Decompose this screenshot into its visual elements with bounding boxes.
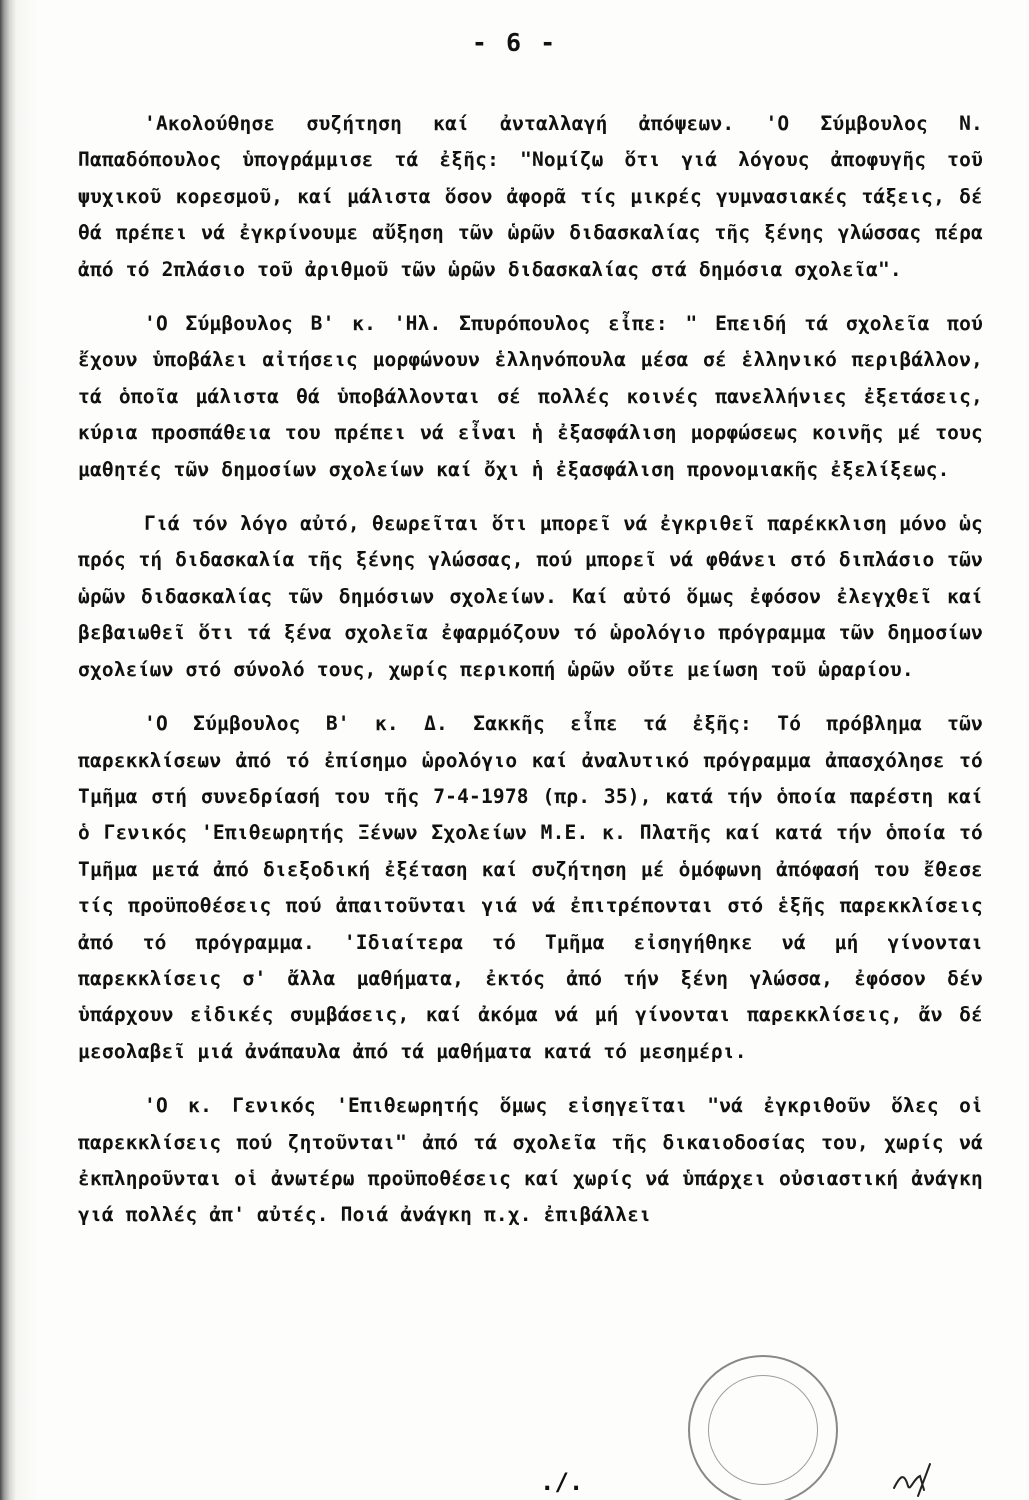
document-body — [78, 106, 983, 1252]
continuation-mark: ./. — [540, 1468, 584, 1496]
paragraph-1: 'Ακολούθησε συζήτηση καί ἀνταλλαγή ἀπόψεων. 'Ο Σύμβουλος Ν. Παπαδόπουλος ὑπογράμμισε τά ἐξῆς: "Νομίζω ὅτι γιά λόγους ἀποφυγῆς τοῦ ψυχικοῦ κορεσμοῦ, καί μάλιστα ὅσον ἀφορᾶ τίς μικρές γυμνασιακές τάξεις, δέ θά πρέπει νά ἐγκρίνουμε αὔξηση τῶν ὡρῶν διδασκαλίας τῆς ξένης γλώσσας πέρα ἀπό τό 2πλάσιο τοῦ ἀριθμοῦ τῶν ὡρῶν διδασκαλίας στά δημόσια σχολεῖα". — [78, 112, 983, 281]
official-stamp-inner-ring — [708, 1375, 818, 1485]
paragraph-3: Γιά τόν λόγο αὐτό, θεωρεῖται ὅτι μπορεῖ νά ἐγκριθεῖ παρέκκλιση μόνο ὡς πρός τή διδασκαλία τῆς ξένης γλώσσας, πού μπορεῖ νά φθάνει στό διπλάσιο τῶν ὡρῶν διδασκαλίας τῶν δημόσιων σχολείων. Καί αὐτό ὅμως ἐφόσον ἐλεγχθεῖ καί βεβαιωθεῖ ὅτι τά ξένα σχολεῖα ἐφαρμόζουν τό ὡρολόγιο πρόγραμμα τῶν δημοσίων σχολείων στό σύνολό τους, χωρίς περικοπή ὡρῶν οὔτε μείωση τοῦ ὡραρίου. — [78, 512, 983, 681]
paragraph-5: 'Ο κ. Γενικός 'Επιθεωρητής ὅμως εἰσηγεῖται "νά ἐγκριθοῦν ὅλες οἱ παρεκκλίσεις πού ζητοῦνται" ἀπό τά σχολεῖα τῆς δικαιοδοσίας του, χωρίς νά ἐκπληροῦνται οἱ ἀνωτέρω προϋποθέσεις καί χωρίς νά ὑπάρχει οὐσιαστική ἀνάγκη γιά πολλές ἀπ' αὐτές. Ποιά ἀνάγκη π.χ. ἐπιβάλλει — [78, 1094, 983, 1227]
official-stamp — [688, 1355, 838, 1500]
handwritten-signature — [890, 1458, 970, 1498]
paragraph-2: 'Ο Σύμβουλος Β' κ. 'Ηλ. Σπυρόπουλος εἶπε: " Επειδή τά σχολεῖα πού ἔχουν ὑποβάλει αἰτήσεις μορφώνουν ἑλληνόπουλα μέσα σέ ἑλληνικό περιβάλλον, τά ὁποῖα μάλιστα θά ὑποβάλλονται σέ πολλές κοινές πανελλήνιες ἐξετάσεις, κύρια προσπάθεια του πρέπει νά εἶναι ἡ ἐξασφάλιση μορφώσεως κοινῆς μέ τους μαθητές τῶν δημοσίων σχολείων καί ὄχι ἡ ἐξασφάλιση προνομιακῆς ἐξελίξεως. — [78, 312, 983, 481]
scan-left-edge — [0, 0, 16, 1500]
page-number: - 6 - — [471, 28, 558, 57]
paragraph-4: 'Ο Σύμβουλος Β' κ. Δ. Σακκῆς εἶπε τά ἐξῆς: Τό πρόβλημα τῶν παρεκκλίσεων ἀπό τό ἐπίσημο ὡρολόγιο καί ἀναλυτικό πρόγραμμα ἀπασχόλησε τό Τμῆμα στή συνεδρίασή του τῆς 7-4-1978 (πρ. 35), κατά τήν ὁποία παρέστη καί ὁ Γενικός 'Επιθεωρητής Ξένων Σχολείων Μ.Ε. κ. Πλατῆς καί κατά τήν ὁποία τό Τμῆμα μετά ἀπό διεξοδική ἐξέταση καί συζήτηση μέ ὁμόφωνη ἀπόφασή του ἔθεσε τίς προϋποθέσεις πού ἀπαιτοῦνται γιά νά ἐπιτρέπονται στό ἑξῆς παρεκκλίσεις ἀπό τό πρόγραμμα. 'Ιδιαίτερα τό Τμῆμα εἰσηγήθηκε νά μή γίνονται παρεκκλίσεις σ' ἄλλα μαθήματα, ἐκτός ἀπό τήν ξένη γλώσσα, ἐφόσον δέν ὑπάρχουν εἰδικές συμβάσεις, καί ἀκόμα νά μή γίνονται παρεκκλίσεις, ἄν δέ μεσολαβεῖ μιά ἀνάπαυλα ἀπό τά μαθήματα κατά τό μεσημέρι. — [78, 712, 983, 1063]
